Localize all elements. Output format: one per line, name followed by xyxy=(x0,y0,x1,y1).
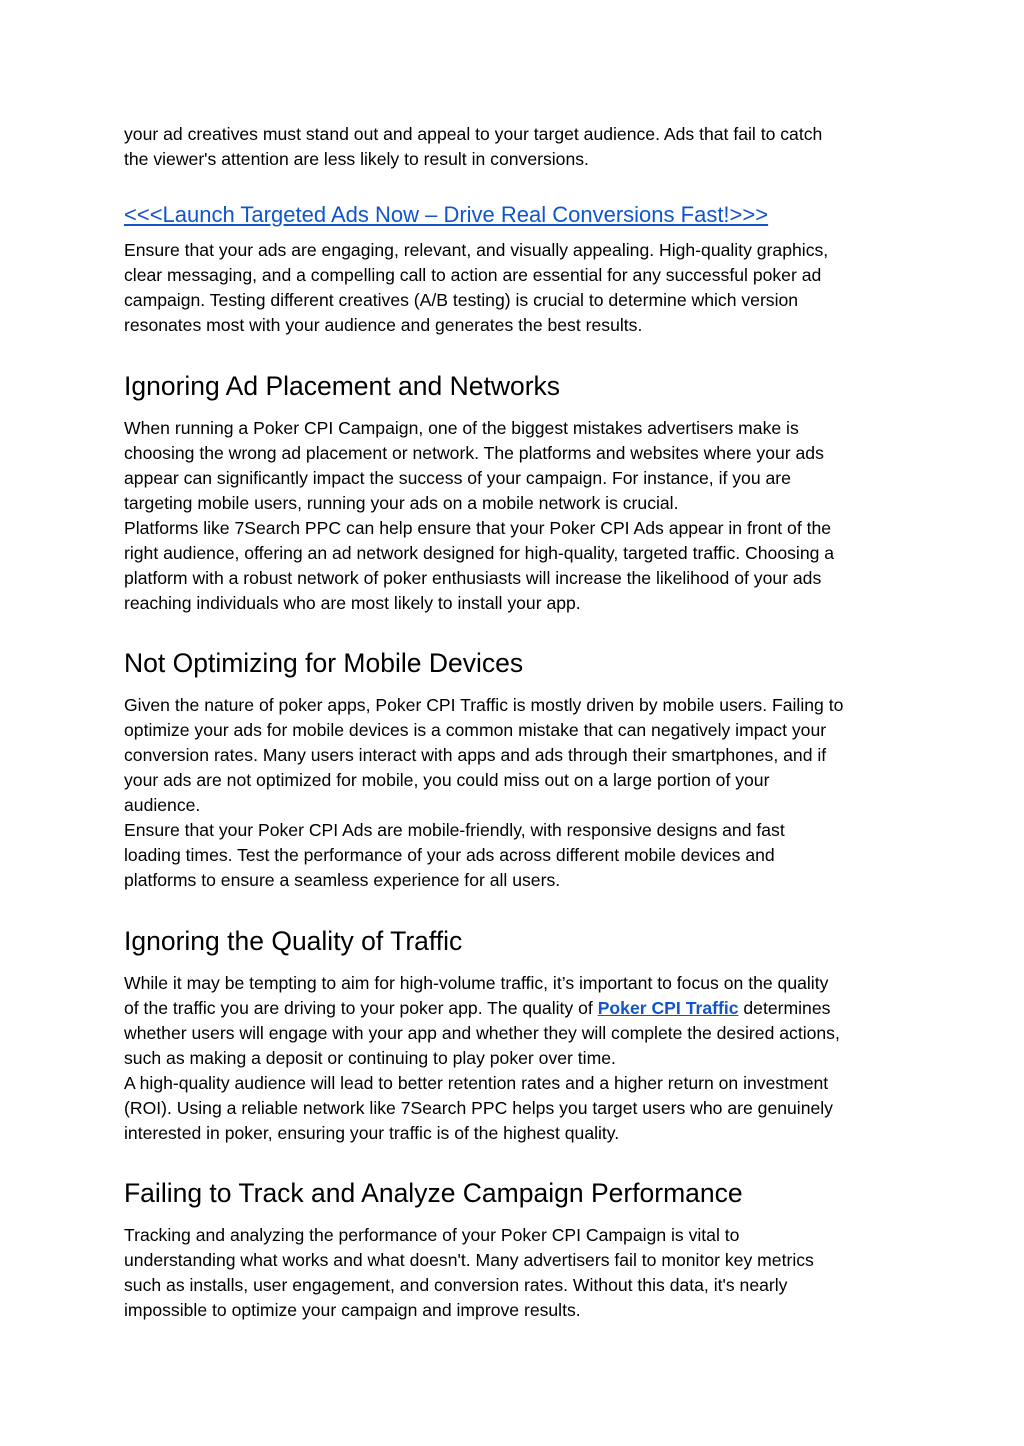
text-line: optimize your ads for mobile devices is a common mistake that can negatively impact your xyxy=(124,720,827,740)
launch-targeted-ads-link[interactable]: <<<Launch Targeted Ads Now – Drive Real Conversions Fast!>>> xyxy=(124,202,769,227)
section-body xyxy=(124,416,904,616)
text-line: appear can significantly impact the success of your campaign. For instance, if you are xyxy=(124,468,791,488)
text-line: audience. xyxy=(124,795,201,815)
text-line: reaching individuals who are most likely to install your app. xyxy=(124,593,581,613)
text-line: understanding what works and what doesn't. Many advertisers fail to monitor key metrics xyxy=(124,1250,814,1270)
text-line: conversion rates. Many users interact with apps and ads through their smartphones, and if xyxy=(124,745,827,765)
text-line: platforms to ensure a seamless experience for all users. xyxy=(124,870,561,890)
text-line: impossible to optimize your campaign and improve results. xyxy=(124,1300,581,1320)
text-line: loading times. Test the performance of your ads across different mobile devices and xyxy=(124,845,775,865)
text-line: A high-quality audience will lead to better retention rates and a higher return on investment xyxy=(124,1073,829,1093)
text-line: (ROI). Using a reliable network like 7Search PPC helps you target users who are genuinely xyxy=(124,1098,833,1118)
text-line: the viewer's attention are less likely to result in conversions. xyxy=(124,149,589,169)
text-line: platform with a robust network of poker enthusiasts will increase the likelihood of your ads xyxy=(124,568,822,588)
poker-cpi-traffic-link[interactable]: Poker CPI Traffic xyxy=(597,998,739,1018)
text-line: targeting mobile users, running your ads on a mobile network is crucial. xyxy=(124,493,679,513)
section-heading: Ignoring Ad Placement and Networks xyxy=(124,371,561,401)
section-heading: Not Optimizing for Mobile Devices xyxy=(124,648,524,678)
text-line: choosing the wrong ad placement or network. The platforms and websites where your ads xyxy=(124,443,824,463)
section-body xyxy=(124,971,904,1146)
text-line: Ensure that your Poker CPI Ads are mobile-friendly, with responsive designs and fast xyxy=(124,820,785,840)
section-body xyxy=(124,693,904,893)
text-line: Platforms like 7Search PPC can help ensure that your Poker CPI Ads appear in front of the xyxy=(124,518,832,538)
text-line: such as making a deposit or continuing to play poker over time. xyxy=(124,1048,616,1068)
section-heading: Ignoring the Quality of Traffic xyxy=(124,926,463,956)
text-line: resonates most with your audience and generates the best results. xyxy=(124,315,643,335)
section-heading: Failing to Track and Analyze Campaign Performance xyxy=(124,1178,743,1208)
text-line xyxy=(124,996,904,1021)
text-line: right audience, offering an ad network designed for high-quality, targeted traffic. Choosing a xyxy=(124,543,835,563)
text-line: While it may be tempting to aim for high-volume traffic, it’s important to focus on the quality xyxy=(124,973,829,993)
text-line: clear messaging, and a compelling call to action are essential for any successful poker ad xyxy=(124,265,822,285)
text-fragment: of the traffic you are driving to your poker app. The quality of xyxy=(124,998,598,1018)
intro-paragraph xyxy=(124,122,904,172)
creatives-paragraph xyxy=(124,238,904,338)
text-line: When running a Poker CPI Campaign, one of the biggest mistakes advertisers make is xyxy=(124,418,799,438)
text-line: campaign. Testing different creatives (A/B testing) is crucial to determine which version xyxy=(124,290,799,310)
text-line: Tracking and analyzing the performance of your Poker CPI Campaign is vital to xyxy=(124,1225,740,1245)
text-line: such as installs, user engagement, and conversion rates. Without this data, it's nearly xyxy=(124,1275,788,1295)
text-line: your ads are not optimized for mobile, you could miss out on a large portion of your xyxy=(124,770,770,790)
text-line: interested in poker, ensuring your traffic is of the highest quality. xyxy=(124,1123,620,1143)
section-body xyxy=(124,1223,904,1323)
text-fragment: determines xyxy=(738,998,831,1018)
text-line: your ad creatives must stand out and appeal to your target audience. Ads that fail to catch xyxy=(124,124,823,144)
text-line: whether users will engage with your app and whether they will complete the desired actions, xyxy=(124,1023,840,1043)
text-line: Given the nature of poker apps, Poker CPI Traffic is mostly driven by mobile users. Failing to xyxy=(124,695,844,715)
text-line: Ensure that your ads are engaging, relevant, and visually appealing. High-quality graphics, xyxy=(124,240,829,260)
